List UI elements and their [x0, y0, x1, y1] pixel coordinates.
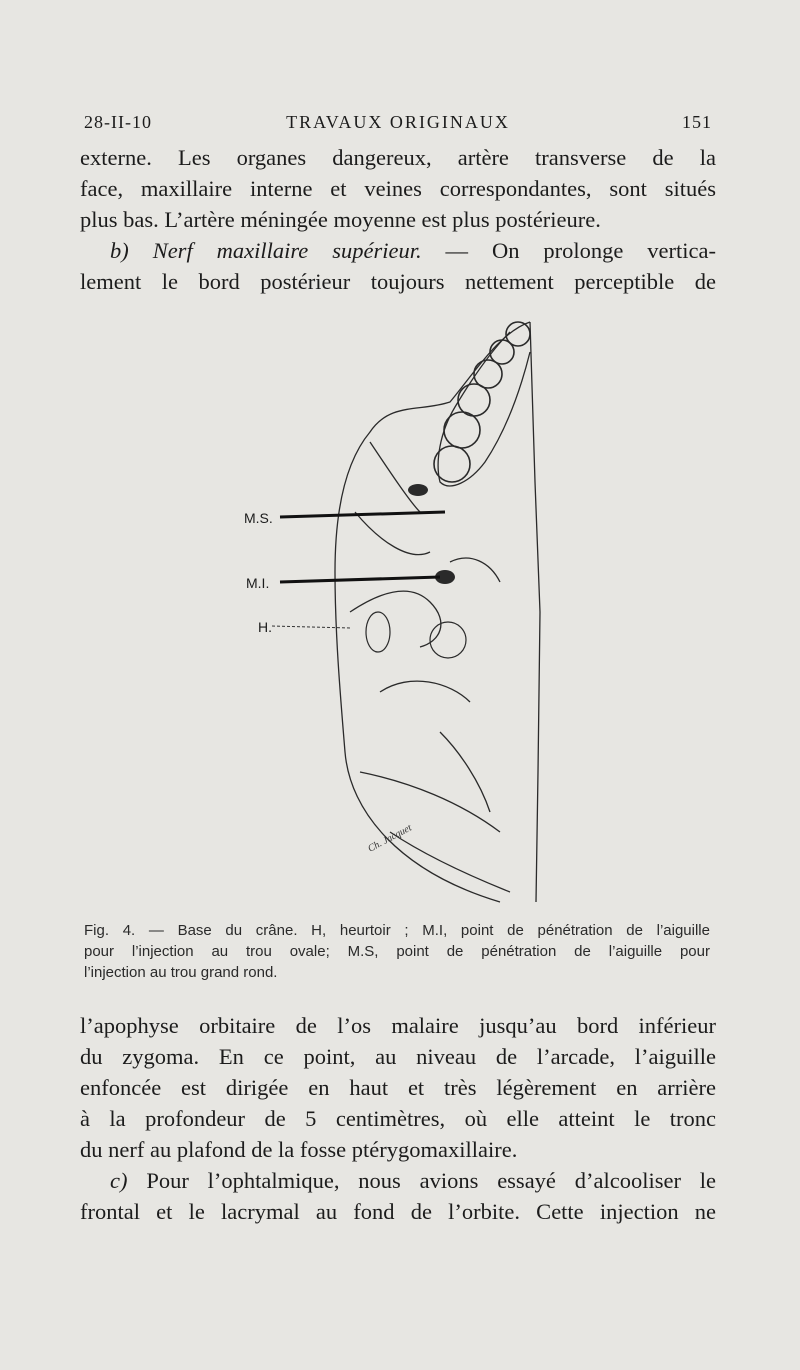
text-line: enfoncée est dirigée en haut et très légèrement en arrière — [80, 1075, 716, 1100]
caption-line: l’injection au trou grand rond. — [84, 964, 278, 981]
text-line: face, maxillaire interne et veines correspondantes, sont situés — [80, 176, 716, 201]
figure-caption — [84, 920, 710, 983]
midline-edge — [530, 322, 540, 902]
paragraph-b-text: — On prolonge vertica- — [445, 238, 716, 263]
running-head-title: TRAVAUX ORIGINAUX — [286, 112, 510, 132]
caption-line: Fig. 4. — Base du crâne. H, heurtoir ; M.I, point de pénétration de l’aiguille — [84, 922, 710, 939]
h-pointer-line — [272, 626, 350, 628]
top-paragraphs — [80, 142, 716, 297]
label-h: H. — [258, 619, 272, 635]
text-line: à la profondeur de 5 centimètres, où elle atteint le tronc — [80, 1106, 716, 1131]
page-number: 151 — [682, 112, 712, 132]
mi-pointer-line — [280, 577, 440, 582]
ms-pointer-line — [280, 512, 445, 517]
text-line: frontal et le lacrymal au fond de l’orbite. Cette injection ne — [80, 1199, 716, 1224]
text-line: du zygoma. En ce point, au niveau de l’arcade, l’aiguille — [80, 1044, 716, 1069]
paragraph-c-line — [80, 1165, 716, 1196]
text-line: du nerf au plafond de la fosse ptérygomaxillaire. — [80, 1137, 518, 1162]
paragraph-b-title: Nerf maxillaire supérieur. — [152, 238, 422, 263]
text-line: externe. Les organes dangereux, artère transverse de la — [80, 145, 716, 170]
foramen-magnum-area — [430, 622, 466, 658]
text-line: plus bas. L’artère méningée moyenne est plus postérieure. — [80, 207, 601, 232]
label-ms: M.S. — [244, 510, 273, 526]
paragraph-c-label: c) — [110, 1168, 128, 1193]
paragraph-c-text: Pour l’ophtalmique, nous avions essayé d’alcooliser le — [146, 1168, 716, 1193]
running-head — [84, 112, 712, 142]
bottom-paragraphs — [80, 1010, 716, 1227]
illustrator-signature: Ch. Jacquet — [366, 822, 414, 855]
text-line: l’apophyse orbitaire de l’os malaire jusqu’au bord inférieur — [80, 1013, 716, 1038]
paragraph-b-label: b) — [110, 238, 129, 263]
palate-outline — [438, 332, 530, 486]
palatine-foramen — [408, 484, 428, 496]
text-line: lement le bord postérieur toujours nettement perceptible de — [80, 269, 716, 294]
skull-base-figure — [240, 312, 550, 912]
label-mi: M.I. — [246, 575, 270, 591]
skull-illustration — [240, 312, 550, 912]
caption-line: pour l’injection au trou ovale; M.S, point de pénétration de l’aiguille pour — [84, 943, 710, 960]
skull-outline — [335, 322, 530, 902]
paragraph-b-heading-line — [80, 235, 716, 266]
running-head-date: 28-II-10 — [84, 112, 152, 132]
condyle — [366, 612, 390, 652]
